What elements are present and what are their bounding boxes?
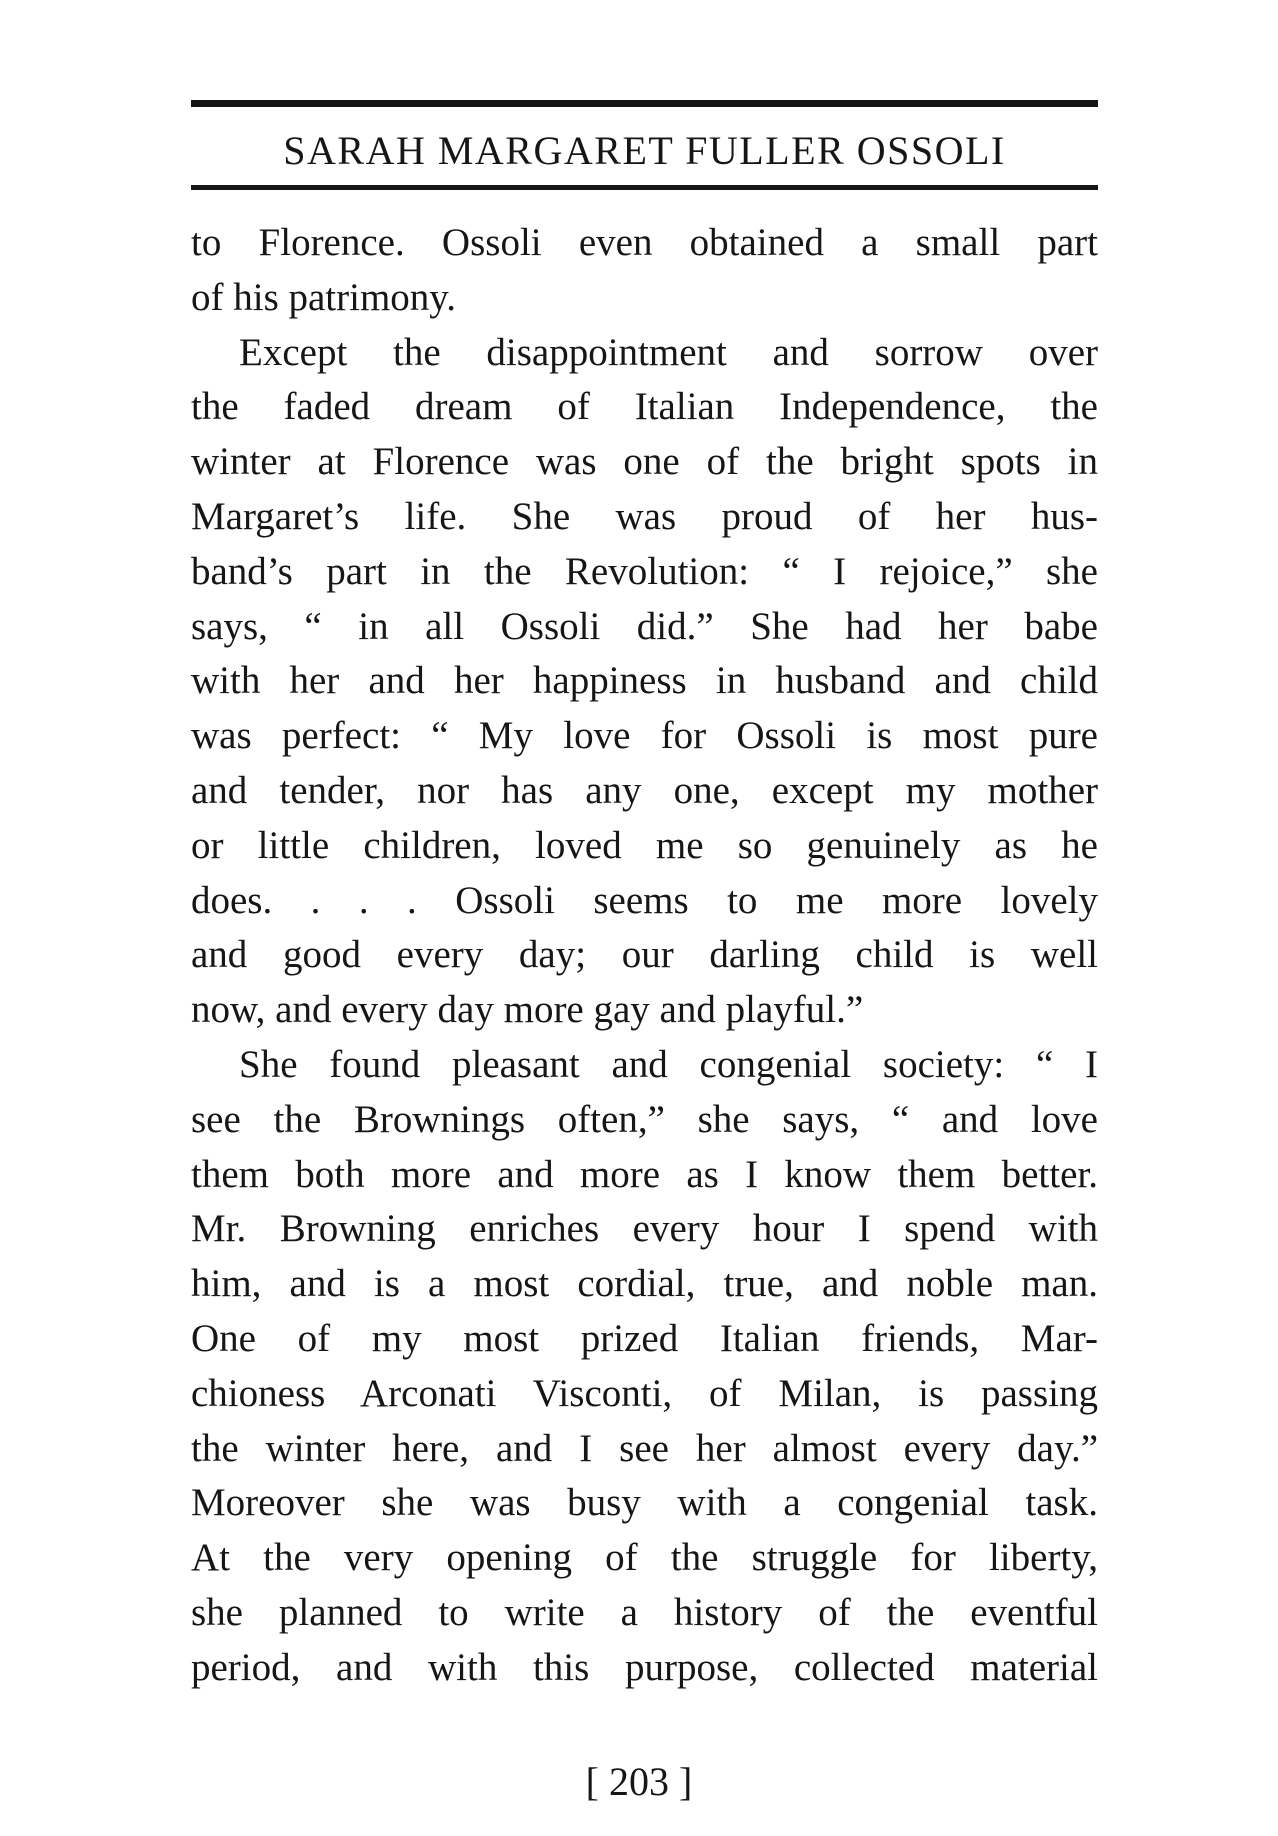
text-line: the faded dream of Italian Independence, the [191, 385, 1098, 429]
text-line: and tender, nor has any one, except my mother [191, 768, 1098, 812]
text-line: One of my most prized Italian friends, Mar- [191, 1316, 1098, 1360]
text-line: Moreover she was busy with a congenial task. [191, 1481, 1098, 1525]
text-line: see the Brownings often,” she says, “ and love [191, 1097, 1098, 1141]
text-line: was perfect: “ My love for Ossoli is most pure [191, 714, 1098, 758]
text-line: does. . . . Ossoli seems to me more lovely [191, 878, 1098, 922]
text-line: the winter here, and I see her almost every day.” [191, 1426, 1098, 1470]
text-line: At the very opening of the struggle for liberty, [191, 1536, 1098, 1580]
text-line: with her and her happiness in husband and child [191, 659, 1098, 703]
text-line: or little children, loved me so genuinely as he [191, 823, 1098, 867]
text-line: says, “ in all Ossoli did.” She had her babe [191, 604, 1098, 648]
page-number: [ 203 ] [585, 1759, 693, 1804]
text-line: Margaret’s life. She was proud of her hus- [191, 494, 1098, 538]
text-line: band’s part in the Revolution: “ I rejoice,” she [191, 549, 1098, 593]
text-line: of his patrimony. [191, 275, 457, 319]
text-line: chioness Arconati Visconti, of Milan, is passing [191, 1371, 1098, 1415]
text-line: Except the disappointment and sorrow over [239, 330, 1098, 374]
text-line: to Florence. Ossoli even obtained a small part [191, 221, 1098, 264]
running-title: SARAH MARGARET FULLER OSSOLI [283, 128, 1006, 173]
body-text [191, 216, 1098, 1696]
text-line: Mr. Browning enriches every hour I spend with [191, 1207, 1098, 1251]
text-line: now, and every day more gay and playful.” [191, 988, 864, 1032]
text-line: him, and is a most cordial, true, and noble man. [191, 1262, 1098, 1306]
text-line: She found pleasant and congenial society: “ I [239, 1042, 1098, 1086]
text-line: she planned to write a history of the eventful [191, 1590, 1098, 1634]
text-line: period, and with this purpose, collected material [191, 1645, 1098, 1689]
page-header [191, 100, 1098, 190]
header-rule-top [191, 100, 1098, 107]
text-line: them both more and more as I know them better. [191, 1152, 1098, 1196]
text-line: winter at Florence was one of the bright spots in [191, 440, 1098, 484]
text-line: and good every day; our darling child is well [191, 933, 1098, 977]
header-rule-bottom [191, 185, 1098, 190]
